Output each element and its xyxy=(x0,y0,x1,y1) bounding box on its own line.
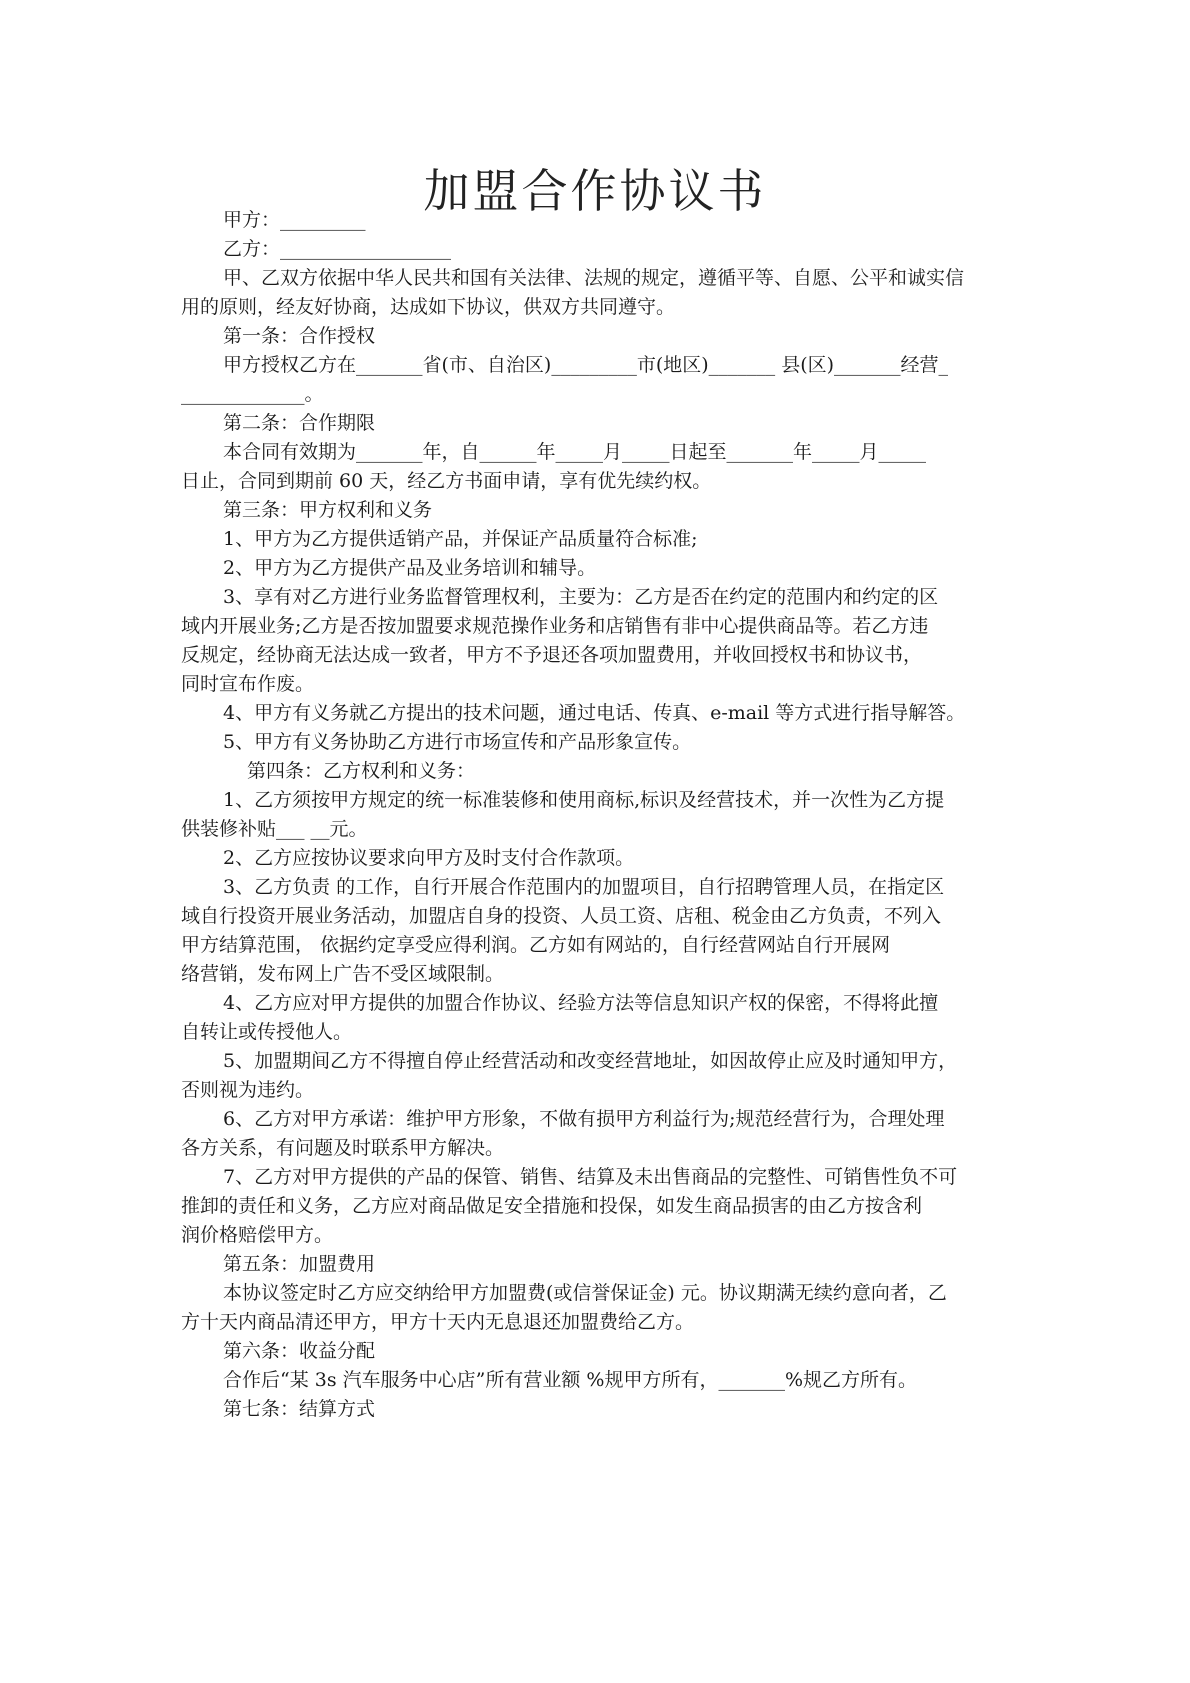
paragraph-line: 合作后“某 3s 汽车服务中心店”所有营业额 %规甲方所有，_______%规乙方所有。 xyxy=(223,1369,917,1391)
paragraph-line: 7、乙方对甲方提供的产品的保管、销售、结算及未出售商品的完整性、可销售性负不可 xyxy=(223,1166,958,1188)
paragraph-line: 方十天内商品清还甲方，甲方十天内无息退还加盟费给乙方。 xyxy=(181,1311,695,1333)
paragraph-line: 供装修补贴___ __元。 xyxy=(181,818,368,840)
article-heading: 第五条：加盟费用 xyxy=(223,1253,376,1275)
paragraph-line: 4、甲方有义务就乙方提出的技术问题，通过电话、传真、e-mail 等方式进行指导解答。 xyxy=(223,702,966,724)
paragraph-line: 各方关系，有问题及时联系甲方解决。 xyxy=(181,1137,505,1159)
preamble-line: 甲、乙双方依据中华人民共和国有关法律、法规的规定，遵循平等、自愿、公平和诚实信 xyxy=(223,267,965,289)
article-heading: 第七条：结算方式 xyxy=(223,1398,376,1420)
paragraph-line: 5、加盟期间乙方不得擅自停止经营活动和改变经营地址，如因故停止应及时通知甲方， xyxy=(223,1050,958,1072)
preamble-line: 用的原则，经友好协商，达成如下协议，供双方共同遵守。 xyxy=(181,296,676,318)
paragraph-line: 1、乙方须按甲方规定的统一标准装修和使用商标,标识及经营技术，并一次性为乙方提 xyxy=(223,789,945,811)
paragraph-line: 6、乙方对甲方承诺：维护甲方形象，不做有损甲方利益行为;规范经营行为，合理处理 xyxy=(223,1108,945,1130)
paragraph-line: 否则视为违约。 xyxy=(181,1079,315,1101)
document-title: 加盟合作协议书 xyxy=(423,164,767,218)
paragraph-line: 域自行投资开展业务活动，加盟店自身的投资、人员工资、店租、税金由乙方负责，不列入 xyxy=(181,905,942,927)
paragraph-line: 2、甲方为乙方提供产品及业务培训和辅导。 xyxy=(223,557,597,579)
paragraph-line: 2、乙方应按协议要求向甲方及时支付合作款项。 xyxy=(223,847,635,869)
party-b-line: 乙方：__________________ xyxy=(223,238,452,260)
paragraph-line: _____________。 xyxy=(181,383,324,405)
paragraph-line: 自转让或传授他人。 xyxy=(181,1021,353,1043)
paragraph-line: 本合同有效期为_______年，自______年_____月_____日起至_______年_____月_____ xyxy=(223,441,927,463)
paragraph-line: 域内开展业务;乙方是否按加盟要求规范操作业务和店销售有非中心提供商品等。若乙方违 xyxy=(181,615,929,637)
article-heading: 第二条：合作期限 xyxy=(223,412,376,434)
paragraph-line: 甲方授权乙方在_______省(市、自治区)_________市(地区)_______ 县(区)_______经营_ xyxy=(223,354,949,376)
paragraph-line: 4、乙方应对甲方提供的加盟合作协议、经验方法等信息知识产权的保密，不得将此擅 xyxy=(223,992,939,1014)
paragraph-line: 本协议签定时乙方应交纳给甲方加盟费(或信誉保证金) 元。协议期满无续约意向者，乙 xyxy=(223,1282,947,1304)
paragraph-line: 3、享有对乙方进行业务监督管理权利，主要为：乙方是否在约定的范围内和约定的区 xyxy=(223,586,939,608)
paragraph-line: 同时宣布作废。 xyxy=(181,673,315,695)
article-heading: 第三条：甲方权利和义务 xyxy=(223,499,433,521)
paragraph-line: 络营销，发布网上广告不受区域限制。 xyxy=(181,963,505,985)
paragraph-line: 1、甲方为乙方提供适销产品，并保证产品质量符合标准; xyxy=(223,528,698,550)
paragraph-line: 润价格赔偿甲方。 xyxy=(181,1224,334,1246)
article-heading: 第四条：乙方权利和义务： xyxy=(247,760,476,782)
paragraph-line: 5、甲方有义务协助乙方进行市场宣传和产品形象宣传。 xyxy=(223,731,692,753)
party-a-line: 甲方：_________ xyxy=(223,209,366,231)
article-heading: 第六条：收益分配 xyxy=(223,1340,376,1362)
paragraph-line: 3、乙方负责 的工作，自行开展合作范围内的加盟项目，自行招聘管理人员，在指定区 xyxy=(223,876,945,898)
paragraph-line: 反规定，经协商无法达成一致者，甲方不予退还各项加盟费用，并收回授权书和协议书， xyxy=(181,644,923,666)
paragraph-line: 甲方结算范围， 依据约定享受应得利润。乙方如有网站的，自行经营网站自行开展网 xyxy=(181,934,891,956)
paragraph-line: 推卸的责任和义务，乙方应对商品做足安全措施和投保，如发生商品损害的由乙方按含利 xyxy=(181,1195,923,1217)
paragraph-line: 日止，合同到期前 60 天，经乙方书面申请，享有优先续约权。 xyxy=(181,470,712,492)
article-heading: 第一条：合作授权 xyxy=(223,325,376,347)
